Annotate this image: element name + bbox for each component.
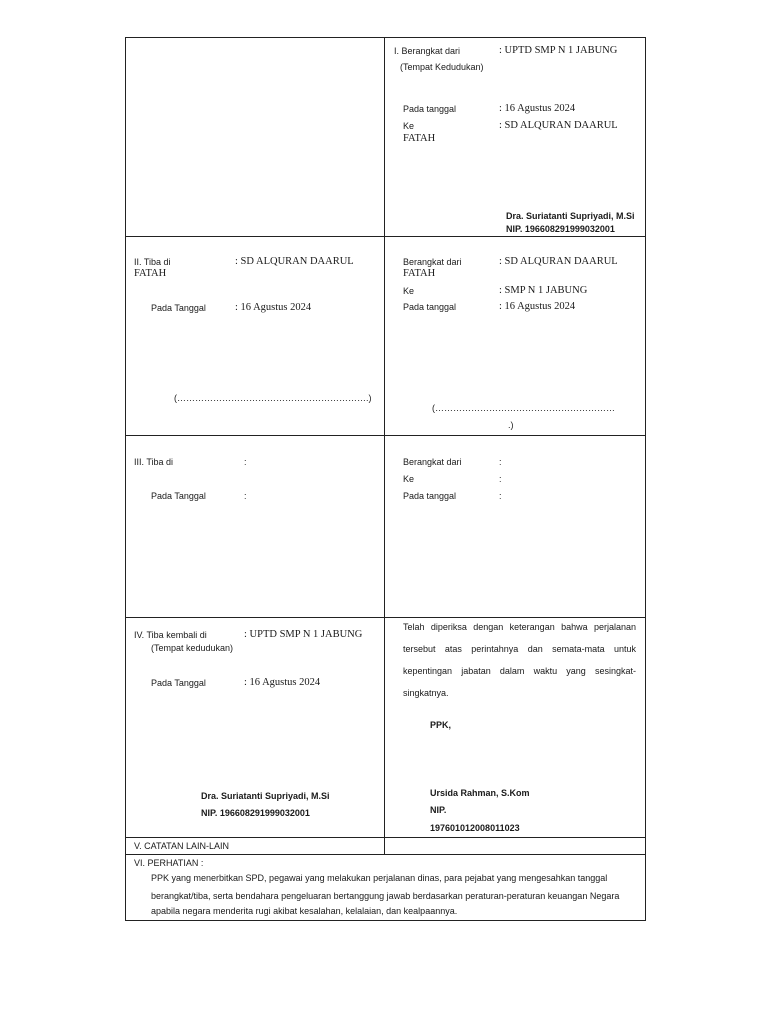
tanggal-label: Pada tanggal bbox=[403, 104, 457, 114]
ke-label: Ke bbox=[403, 474, 415, 484]
tanggal-value: : 16 Agustus 2024 bbox=[499, 103, 576, 114]
ke-value: : SD ALQURAN DAARUL bbox=[499, 120, 618, 131]
tanggal2-value: : 16 Agustus 2024 bbox=[499, 301, 576, 312]
tanggal-value: : 16 Agustus 2024 bbox=[244, 677, 321, 688]
berangkat-value: : UPTD SMP N 1 JABUNG bbox=[499, 45, 618, 56]
berangkat-label: Berangkat dari bbox=[403, 457, 462, 467]
divider-1 bbox=[125, 236, 646, 237]
tanggal-value: : bbox=[244, 491, 247, 501]
tempat-label: (Tempat Kedudukan) bbox=[400, 62, 484, 72]
tanggal-label: Pada Tanggal bbox=[151, 491, 206, 501]
check-line-2: tersebut atas perintahnya dan semata-mata untuk bbox=[403, 644, 636, 654]
ke-label: Ke bbox=[403, 121, 415, 131]
ke-value: : SMP N 1 JABUNG bbox=[499, 285, 588, 296]
ppk-nip-label: NIP. bbox=[430, 805, 447, 815]
ppk-name: Ursida Rahman, S.Kom bbox=[430, 788, 530, 798]
perhatian-line-1: PPK yang menerbitkan SPD, pegawai yang melakukan perjalanan dinas, para pejabat yang mengesahkan tanggal bbox=[151, 873, 608, 883]
signatory-nip: NIP. 196608291999032001 bbox=[506, 224, 615, 234]
perhatian-label: VI. PERHATIAN : bbox=[134, 858, 204, 868]
signatory-nip: NIP. 196608291999032001 bbox=[201, 808, 310, 818]
form-frame bbox=[125, 37, 646, 921]
berangkat-value: : SD ALQURAN DAARUL bbox=[499, 256, 618, 267]
signature-placeholder-right-end: .) bbox=[508, 420, 514, 430]
perhatian-line-2: berangkat/tiba, serta bendahara pengeluaran bertanggung jawab berdasarkan peraturan-peraturan keuangan Negara bbox=[151, 891, 620, 901]
ke-label: Ke bbox=[403, 286, 415, 296]
divider-4 bbox=[125, 837, 646, 838]
tiba-label: II. Tiba di bbox=[134, 257, 171, 267]
tanggal-label: Pada Tanggal bbox=[151, 303, 206, 313]
check-line-1: Telah diperiksa dengan keterangan bahwa perjalanan bbox=[403, 622, 636, 632]
berangkat-value-cont: FATAH bbox=[403, 268, 436, 279]
tiba-value: : bbox=[244, 457, 247, 467]
ke-value: : bbox=[499, 474, 502, 484]
tanggal-value: : 16 Agustus 2024 bbox=[235, 302, 312, 313]
tanggal2-label: Pada tanggal bbox=[403, 302, 457, 312]
divider-5 bbox=[125, 854, 646, 855]
signature-placeholder-left: (……………………………………………………….) bbox=[174, 393, 372, 403]
tiba-value: : SD ALQURAN DAARUL bbox=[235, 256, 354, 267]
divider-3 bbox=[125, 617, 646, 618]
tanggal2-value: : bbox=[499, 491, 502, 501]
signatory-name: Dra. Suriatanti Supriyadi, M.Si bbox=[506, 211, 635, 221]
tanggal2-label: Pada tanggal bbox=[403, 491, 457, 501]
tempat-label: (Tempat kedudukan) bbox=[151, 643, 234, 653]
check-line-3: kepentingan jabatan dalam waktu yang sesingkat- bbox=[403, 666, 636, 676]
check-line-4: singkatnya. bbox=[403, 688, 449, 698]
ppk-nip: 197601012008011023 bbox=[430, 823, 520, 833]
divider-2 bbox=[125, 435, 646, 436]
tiba-kembali-value: : UPTD SMP N 1 JABUNG bbox=[244, 629, 363, 640]
catatan-label: V. CATATAN LAIN-LAIN bbox=[134, 841, 230, 851]
berangkat-value: : bbox=[499, 457, 502, 467]
column-divider bbox=[384, 37, 385, 854]
berangkat-label: Berangkat dari bbox=[403, 257, 462, 267]
tiba-label: III. Tiba di bbox=[134, 457, 174, 467]
tanggal-label: Pada Tanggal bbox=[151, 678, 206, 688]
berangkat-label: I. Berangkat dari bbox=[394, 46, 461, 56]
perhatian-line-3: apabila negara menderita rugi akibat kesalahan, kelalaian, dan kealpaannya. bbox=[151, 906, 458, 916]
signatory-name: Dra. Suriatanti Supriyadi, M.Si bbox=[201, 791, 330, 801]
tiba-value-cont: FATAH bbox=[134, 268, 167, 279]
tiba-kembali-label: IV. Tiba kembali di bbox=[134, 630, 207, 640]
signature-placeholder-right: (…………………………………………………… bbox=[432, 403, 615, 413]
ppk-label: PPK, bbox=[430, 720, 452, 730]
ke-value-cont: FATAH bbox=[403, 133, 436, 144]
